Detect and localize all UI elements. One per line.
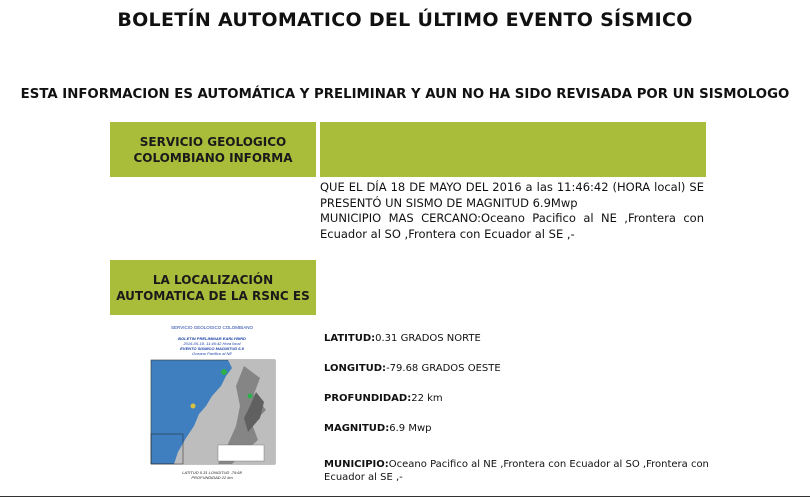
longitude-label: LONGITUD:: [324, 363, 387, 374]
map-text-line1: BOLETIN PRELIMINAR EARLYBIRD: [178, 336, 246, 341]
depth-label: PROFUNDIDAD:: [324, 393, 412, 404]
event-summary: [320, 180, 704, 242]
latitude-field: [324, 332, 714, 345]
map-text-line3: EVENTO SISMICO MAGNITUD 6.9: [180, 346, 244, 351]
section-heading-sgc: SERVICIO GEOLOGICO COLOMBIANO INFORMA: [110, 122, 316, 177]
event-map-image[interactable]: [136, 322, 288, 494]
longitude-value: -79.68 GRADOS OESTE: [386, 363, 501, 374]
municipality-field: [324, 458, 714, 484]
map-text-line2: 2016-05-18, 11:46:42 Hora local: [183, 341, 241, 346]
epicenter-marker: [191, 404, 196, 409]
page-title: BOLETÍN AUTOMATICO DEL ÚLTIMO EVENTO SÍSMICO: [117, 9, 693, 31]
depth-value: 22 km: [411, 393, 443, 404]
map-text-line4: Oceano Pacifico al NE: [191, 351, 233, 356]
section-heading-blank: [320, 122, 706, 177]
station-marker: [221, 369, 227, 375]
bottom-divider: [0, 496, 810, 497]
municipality-value: Oceano Pacifico al NE ,Frontera con Ecuador al SO ,Frontera con Ecuador al SE ,-: [324, 459, 709, 483]
event-summary-line: QUE EL DÍA 18 DE MAYO DEL 2016 a las 11:46:42 (HORA local) SE PRESENTÓ UN SISMO DE MAGNITUD 6.9Mwp: [320, 180, 704, 210]
depth-field: [324, 392, 714, 405]
longitude-field: [324, 362, 714, 375]
magnitude-label: MAGNITUD:: [324, 423, 390, 434]
magnitude-value: 6.9 Mwp: [389, 423, 432, 434]
map-agency-label: SERVICIO GEOLOGICO COLOMBIANO: [171, 325, 253, 330]
magnitude-field: [324, 422, 714, 435]
latitude-label: LATITUD:: [324, 333, 376, 344]
municipality-label: MUNICIPIO:: [324, 459, 389, 470]
latitude-value: 0.31 GRADOS NORTE: [375, 333, 481, 344]
map-footer-line1: LATITUD 0.31 LONGITUD -79.68: [182, 470, 242, 475]
station-marker: [248, 394, 253, 399]
map-legend: [218, 445, 264, 461]
disclaimer-text: ESTA INFORMACION ES AUTOMÁTICA Y PRELIMINAR Y AUN NO HA SIDO REVISADA POR UN SISMOLOGO: [20, 87, 790, 102]
nearest-municipality-line: MUNICIPIO MAS CERCANO:Oceano Pacifico al NE ,Frontera con Ecuador al SO ,Frontera con Ecuador al SE ,-: [320, 211, 704, 241]
section-heading-localizacion: LA LOCALIZACIÓN AUTOMATICA DE LA RSNC ES: [110, 260, 316, 315]
map-footer-line2: PROFUNDIDAD 22 km: [191, 475, 233, 480]
event-map-svg: [136, 322, 288, 494]
